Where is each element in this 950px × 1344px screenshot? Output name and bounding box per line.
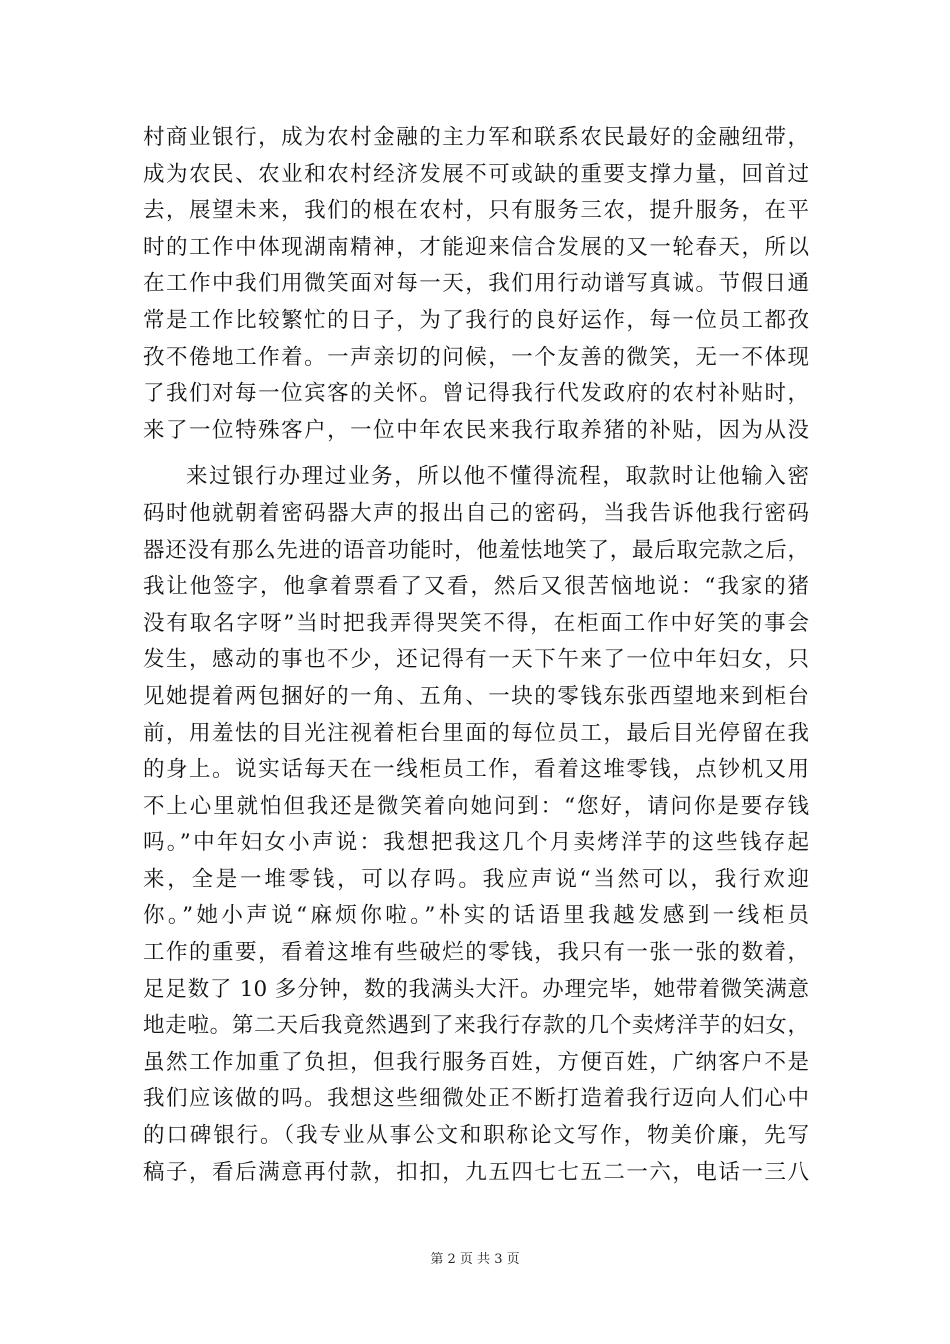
text-line-indented: 来过银行办理过业务，所以他不懂得流程，取款时让他输入密 xyxy=(186,464,809,490)
text-line: 常是工作比较繁忙的日子，为了我行的良好运作，每一位员工都孜 xyxy=(143,307,809,333)
text-line: 稿子，看后满意再付款，扣扣，九五四七七五二一六，电话一三八 xyxy=(143,1159,809,1185)
text-line: 的口碑银行。（我专业从事公文和职称论文写作，物美价廉，先写 xyxy=(143,1123,809,1149)
text-line: 村商业银行，成为农村金融的主力军和联系农民最好的金融纽带， xyxy=(143,125,809,150)
text-line: 来，全是一堆零钱，可以存吗。我应声说“当然可以，我行欢迎 xyxy=(143,866,809,892)
page-number-footer: 第 2 页 共 3 页 xyxy=(430,1252,520,1267)
text-line: 你。”她小声说“麻烦你啦。”朴实的话语里我越发感到一线柜员 xyxy=(143,903,809,929)
paragraph-gap xyxy=(143,449,809,459)
text-line: 去，展望未来，我们的根在农村，只有服务三农，提升服务，在平 xyxy=(143,198,809,224)
text-line: 我让他签字，他拿着票看了又看，然后又很苦恼地说：“我家的猪 xyxy=(143,574,809,600)
text-line: 的身上。说实话每天在一线柜员工作，看着这堆零钱，点钞机又用 xyxy=(143,757,809,783)
text-line: 成为农民、农业和农村经济发展不可或缺的重要支撑力量，回首过 xyxy=(143,161,809,187)
text-line: 孜不倦地工作着。一声亲切的问候，一个友善的微笑，无一不体现 xyxy=(143,344,809,370)
paragraph-2 xyxy=(143,459,809,1191)
text-line: 来了一位特殊客户，一位中年农民来我行取养猪的补贴，因为从没 xyxy=(143,417,809,443)
text-line: 虽然工作加重了负担，但我行服务百姓，方便百姓，广纳客户不是 xyxy=(143,1049,809,1075)
document-body xyxy=(143,120,809,1191)
paragraph-1 xyxy=(143,120,809,449)
text-line: 我们应该做的吗。我想这些细微处正不断打造着我行迈向人们心中 xyxy=(143,1086,809,1112)
text-line: 了我们对每一位宾客的关怀。曾记得我行代发政府的农村补贴时， xyxy=(143,381,809,407)
text-line: 时的工作中体现湖南精神，才能迎来信合发展的又一轮春天，所以 xyxy=(143,234,809,260)
text-line: 不上心里就怕但我还是微笑着向她问到：“您好，请问你是要存钱 xyxy=(143,793,809,819)
text-line: 地走啦。第二天后我竟然遇到了来我行存款的几个卖烤洋芋的妇女， xyxy=(143,1013,809,1039)
text-line: 见她提着两包捆好的一角、五角、一块的零钱东张西望地来到柜台 xyxy=(143,683,809,709)
text-line: 足足数了 10 多分钟，数的我满头大汗。办理完毕，她带着微笑满意 xyxy=(143,976,809,1002)
text-line: 在工作中我们用微笑面对每一天，我们用行动谱写真诚。节假日通 xyxy=(143,271,809,297)
text-line: 没有取名字呀”当时把我弄得哭笑不得，在柜面工作中好笑的事会 xyxy=(143,610,809,636)
text-line: 前，用羞怯的目光注视着柜台里面的每位员工，最后目光停留在我 xyxy=(143,720,809,746)
text-line: 码时他就朝着密码器大声的报出自己的密码，当我告诉他我行密码 xyxy=(143,500,809,526)
text-line: 器还没有那么先进的语音功能时，他羞怯地笑了，最后取完款之后， xyxy=(143,537,809,563)
text-line: 发生，感动的事也不少，还记得有一天下午来了一位中年妇女，只 xyxy=(143,647,809,673)
text-line: 工作的重要，看着这堆有些破烂的零钱，我只有一张一张的数着， xyxy=(143,940,809,966)
text-line: 吗。”中年妇女小声说：我想把我这几个月卖烤洋芋的这些钱存起 xyxy=(143,830,809,856)
